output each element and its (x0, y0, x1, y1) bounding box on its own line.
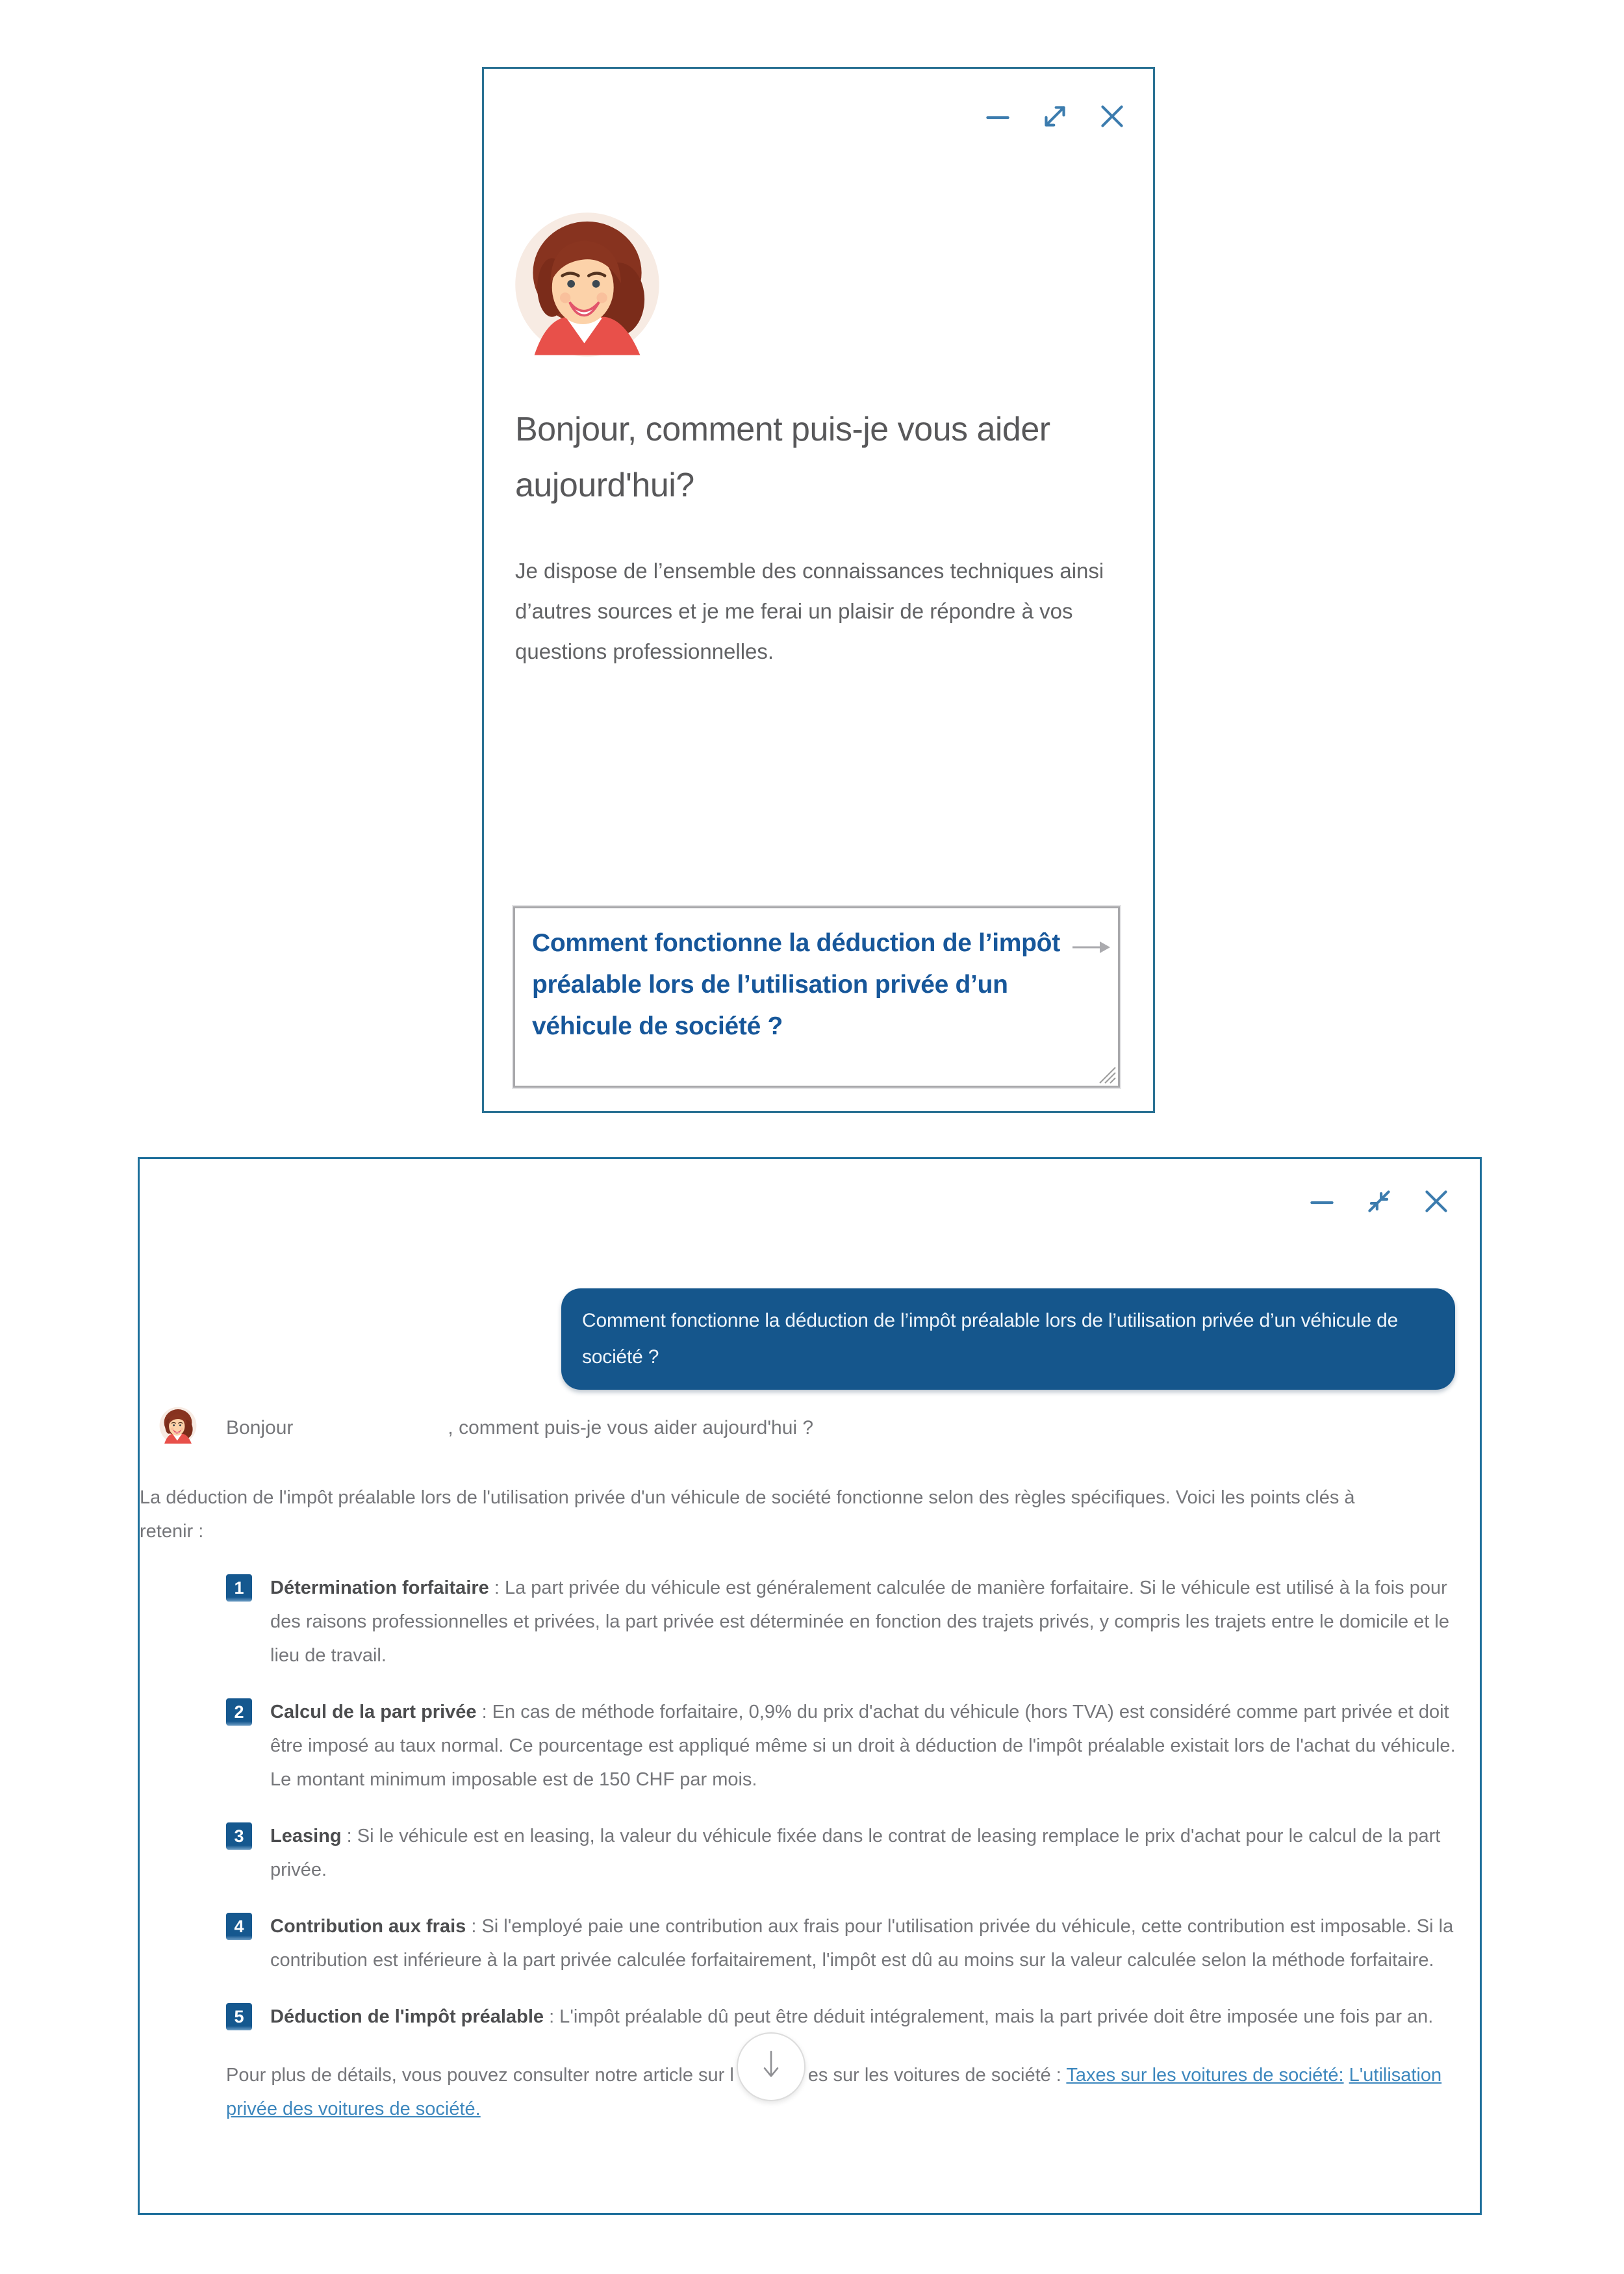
question-input[interactable] (515, 908, 1118, 1086)
assistant-greeting-row (140, 1407, 1441, 1448)
point-label: Contribution aux frais (270, 1916, 466, 1937)
point-label: Détermination forfaitaire (270, 1578, 489, 1598)
chat-widget-initial (482, 67, 1155, 1113)
user-message-bubble: Comment fonctionne la déduction de l’impôt préalable lors de l’utilisation privée d’un véhicule de société ? (561, 1288, 1455, 1390)
resize-handle[interactable] (1095, 1062, 1117, 1084)
footer-paragraph (226, 2058, 1468, 2126)
minimize-icon (1306, 1185, 1338, 1218)
assistant-avatar (514, 211, 661, 358)
point-number-badge: 2 (226, 1698, 252, 1726)
footer-link-taxes[interactable]: Taxes sur les voitures de société: (1066, 2065, 1344, 2086)
point-text: Déduction de l'impôt préalable : L'impôt préalable dû peut être déduit intégralement, mais la part privée doit être imposée une fois par an. (270, 2006, 1434, 2027)
greeting-suffix: , comment puis-je vous aider aujourd'hui ? (448, 1417, 814, 1438)
close-icon (1096, 100, 1128, 133)
footer-text-after: es sur les voitures de société : (807, 2065, 1067, 2086)
numbered-point (226, 1574, 1468, 1672)
point-text: Détermination forfaitaire : La part privée du véhicule est généralement calculée de manière forfaitaire. Si le véhicule est utilisé à la fois pour des raisons professionnelles et privées, la part privée est déterminée en fonction des trajets privés, y compris les trajets entre le domicile et le lieu de travail. (270, 1578, 1449, 1666)
scroll-down-button[interactable] (737, 2032, 806, 2101)
minimize-button[interactable] (979, 97, 1017, 135)
greeting-prefix: Bonjour (226, 1417, 294, 1438)
expand-button[interactable] (1036, 97, 1074, 135)
answer-intro: La déduction de l'impôt préalable lors de l'utilisation privée d'un véhicule de société fonctionne selon des règles spécifiques. Voici les points clés à retenir : (140, 1487, 1355, 1542)
point-label: Calcul de la part privée (270, 1702, 477, 1722)
point-text: Contribution aux frais : Si l'employé paie une contribution aux frais pour l'utilisation privée du véhicule, cette contribution est imposable. Si la contribution est inférieure à la part privée calculée forfaitairement, l'impôt est dû au moins sur la valeur calculée selon la méthode forfaitaire. (270, 1916, 1454, 1971)
redacted-user-name (293, 1427, 448, 1434)
scroll-button-anchor (734, 2063, 808, 2089)
numbered-point (226, 1698, 1468, 1796)
question-input-container (513, 906, 1120, 1088)
point-text: Calcul de la part privée : En cas de méthode forfaitaire, 0,9% du prix d'achat du véhicule (hors TVA) est considéré comme part privée et doit être imposé au taux normal. Ce pourcentage est appliqué même si un droit à déduction de l'impôt préalable existait lors de l'achat du véhicule. Le montant minimum imposable est de 150 CHF par mois. (270, 1702, 1456, 1790)
numbered-point (226, 2003, 1468, 2034)
greeting-description: Je dispose de l’ensemble des connaissances techniques ainsi d’autres sources et je me ferai un plaisir de répondre à vos questions professionnelles. (515, 559, 1104, 663)
minimize-icon (982, 100, 1014, 133)
text-cursor-arrow-icon (1071, 938, 1114, 956)
point-number-badge: 4 (226, 1913, 252, 1940)
expand-icon (1039, 100, 1071, 133)
close-button[interactable] (1417, 1182, 1455, 1220)
window-controls (1303, 1182, 1455, 1220)
point-text: Leasing : Si le véhicule est en leasing, la valeur du véhicule fixée dans le contrat de leasing remplace le prix d'achat pour le calcul de la part privée. (270, 1826, 1441, 1880)
arrow-down-icon (757, 2047, 785, 2085)
point-number-badge: 5 (226, 2003, 252, 2030)
collapse-icon (1363, 1185, 1395, 1218)
close-button[interactable] (1093, 97, 1131, 135)
footer-link-private-use[interactable]: L'utilisation privée des voitures de société. (226, 2065, 1442, 2119)
point-number-badge: 3 (226, 1822, 252, 1850)
minimize-button[interactable] (1303, 1182, 1341, 1220)
point-label: Déduction de l'impôt préalable (270, 2006, 544, 2027)
numbered-point (226, 1913, 1468, 1977)
assistant-greeting (226, 1407, 1441, 1443)
collapse-button[interactable] (1360, 1182, 1398, 1220)
point-number-badge: 1 (226, 1574, 252, 1602)
window-controls (979, 97, 1131, 135)
close-icon (1420, 1185, 1453, 1218)
numbered-point (226, 1822, 1468, 1887)
point-label: Leasing (270, 1826, 342, 1846)
footer-text-before: Pour plus de détails, vous pouvez consulter notre article sur l (226, 2065, 734, 2086)
chat-widget-conversation (138, 1157, 1482, 2215)
greeting-title: Bonjour, comment puis-je vous aider aujourd'hui? (515, 411, 1050, 504)
assistant-avatar-small (159, 1407, 197, 1444)
